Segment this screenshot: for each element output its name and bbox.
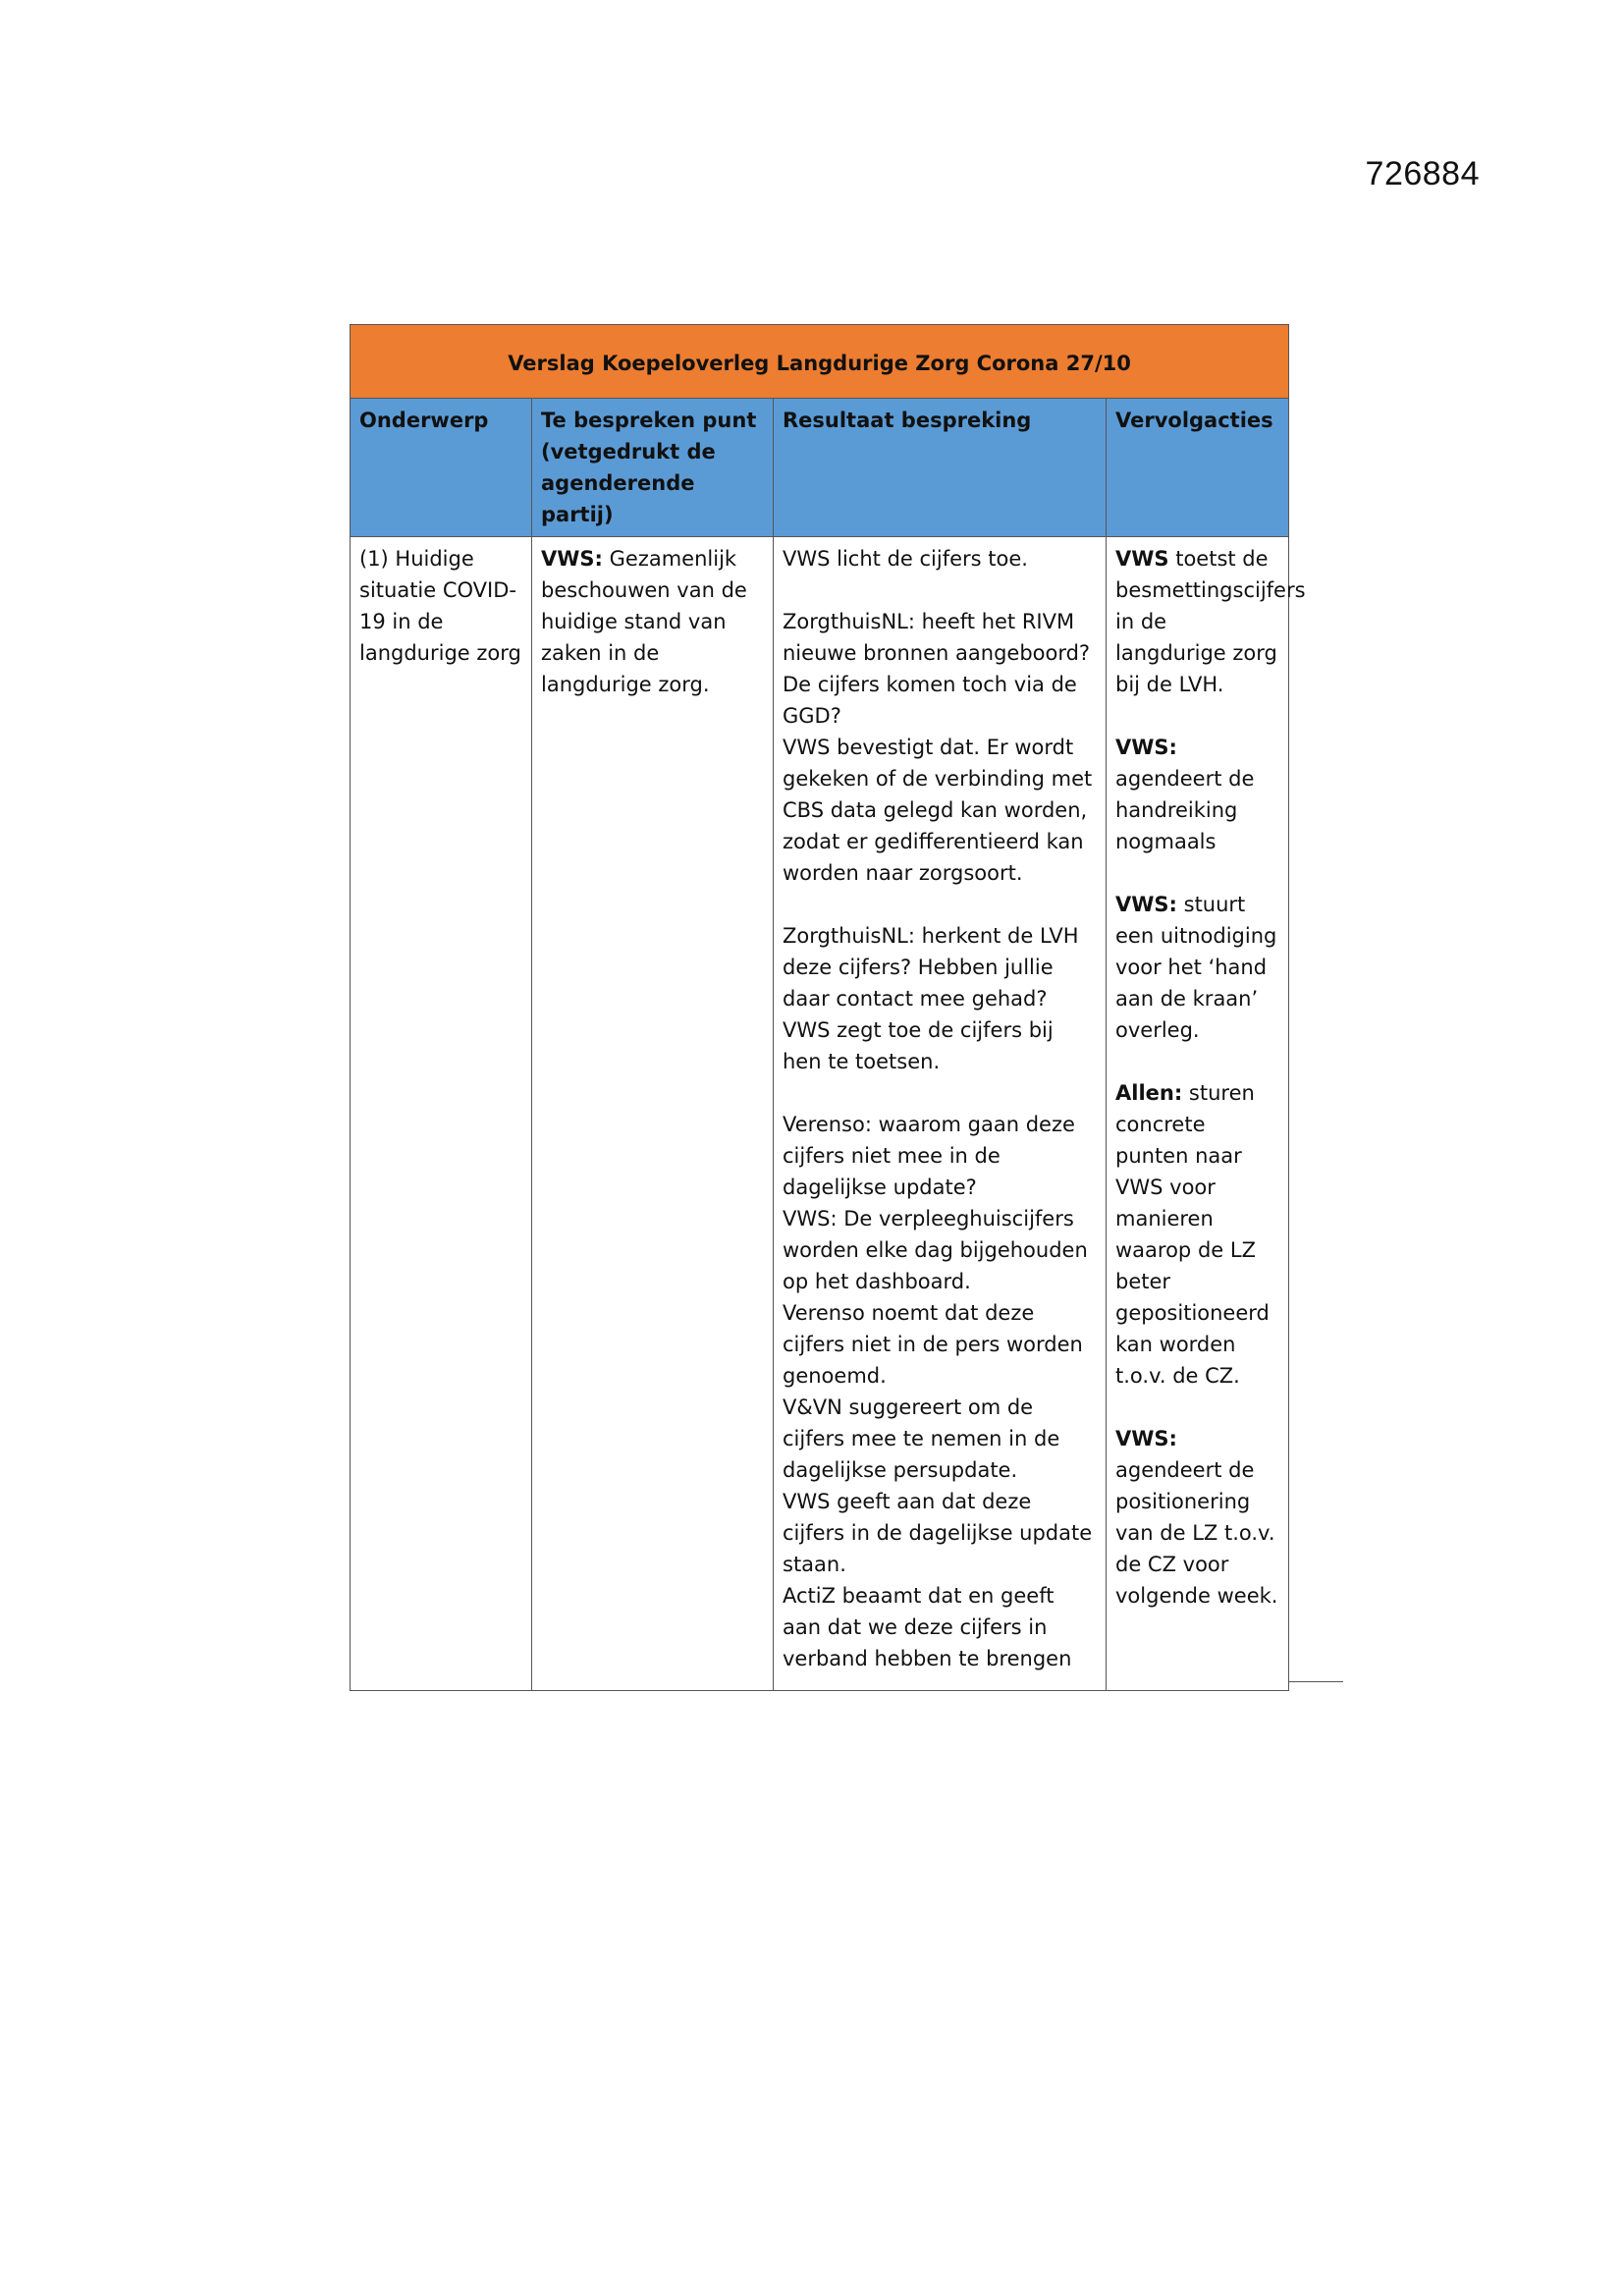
header-resultaat: Resultaat bespreking	[774, 399, 1107, 537]
resultaat-paragraph	[783, 543, 1097, 574]
resultaat-line: VWS: De verpleeghuiscijfers worden elke dag bijgehouden op het dashboard.	[783, 1207, 1088, 1293]
table-header-row	[351, 399, 1289, 537]
resultaat-line: ZorgthuisNL: herkent de LVH deze cijfers? Hebben jullie daar contact mee gehad?	[783, 924, 1079, 1011]
punt-text: Gezamenlijk beschouwen van de huidige stand van zaken in de langdurige zorg.	[541, 547, 747, 696]
vervolg-text: agendeert de handreiking nogmaals	[1115, 767, 1255, 853]
vervolg-party: VWS:	[1115, 1427, 1177, 1450]
vervolg-party: VWS	[1115, 547, 1169, 571]
vervolg-party: VWS:	[1115, 736, 1177, 759]
vervolg-party: Allen:	[1115, 1081, 1183, 1105]
cell-vervolg	[1107, 537, 1306, 1691]
cell-resultaat	[774, 537, 1107, 1691]
resultaat-line: VWS bevestigt dat. Er wordt gekeken of de verbinding met CBS data gelegd kan worden, zodat er gedifferentieerd kan worden naar zorgsoort.	[783, 736, 1093, 885]
table-title: Verslag Koepeloverleg Langdurige Zorg Corona 27/10	[351, 325, 1289, 399]
vervolg-text: agendeert de positionering van de LZ t.o.v. de CZ voor volgende week.	[1115, 1458, 1278, 1608]
resultaat-line: VWS zegt toe de cijfers bij hen te toetsen.	[783, 1018, 1054, 1073]
table-title-row	[351, 325, 1289, 399]
vervolg-action	[1115, 1423, 1279, 1612]
resultaat-line: VWS geeft aan dat deze cijfers in de dagelijkse update staan.	[783, 1490, 1093, 1576]
vervolg-action	[1115, 889, 1279, 1046]
meeting-report-table	[350, 324, 1306, 1691]
table-row	[351, 537, 1289, 1691]
resultaat-line: ActiZ beaamt dat en geeft aan dat we deze cijfers in verband hebben te brengen	[783, 1584, 1072, 1670]
cell-onderwerp: (1) Huidige situatie COVID-19 in de langdurige zorg	[351, 537, 532, 1691]
punt-party: VWS:	[541, 547, 603, 571]
header-vervolg: Vervolgacties	[1107, 399, 1289, 537]
resultaat-line: V&VN suggereert om de cijfers mee te nemen in de dagelijkse persupdate.	[783, 1395, 1060, 1482]
resultaat-paragraph	[783, 920, 1097, 1077]
vervolg-text: toetst de besmettingscijfers in de langdurige zorg bij de LVH.	[1115, 547, 1306, 696]
table-bottom-rule-extension	[1288, 1681, 1343, 1682]
document-number: 726884	[1365, 155, 1480, 192]
resultaat-line: VWS licht de cijfers toe.	[783, 547, 1028, 571]
vervolg-text: sturen concrete punten naar VWS voor manieren waarop de LZ beter gepositioneerd kan worden t.o.v. de CZ.	[1115, 1081, 1270, 1388]
resultaat-paragraph	[783, 1109, 1097, 1674]
header-onderwerp: Onderwerp	[351, 399, 532, 537]
resultaat-line: ZorgthuisNL: heeft het RIVM nieuwe bronnen aangeboord? De cijfers komen toch via de GGD?	[783, 610, 1091, 728]
vervolg-action	[1115, 543, 1306, 700]
vervolg-action	[1115, 1077, 1279, 1392]
resultaat-paragraph	[783, 606, 1097, 889]
header-punt: Te bespreken punt (vetgedrukt de agenderende partij)	[532, 399, 774, 537]
resultaat-line: Verenso noemt dat deze cijfers niet in de pers worden genoemd.	[783, 1301, 1083, 1388]
vervolg-party: VWS:	[1115, 893, 1177, 916]
resultaat-line: Verenso: waarom gaan deze cijfers niet mee in de dagelijkse update?	[783, 1113, 1075, 1199]
vervolg-text: stuurt een uitnodiging voor het ‘hand aan de kraan’ overleg.	[1115, 893, 1277, 1042]
vervolg-action	[1115, 732, 1279, 857]
cell-punt	[532, 537, 774, 1691]
